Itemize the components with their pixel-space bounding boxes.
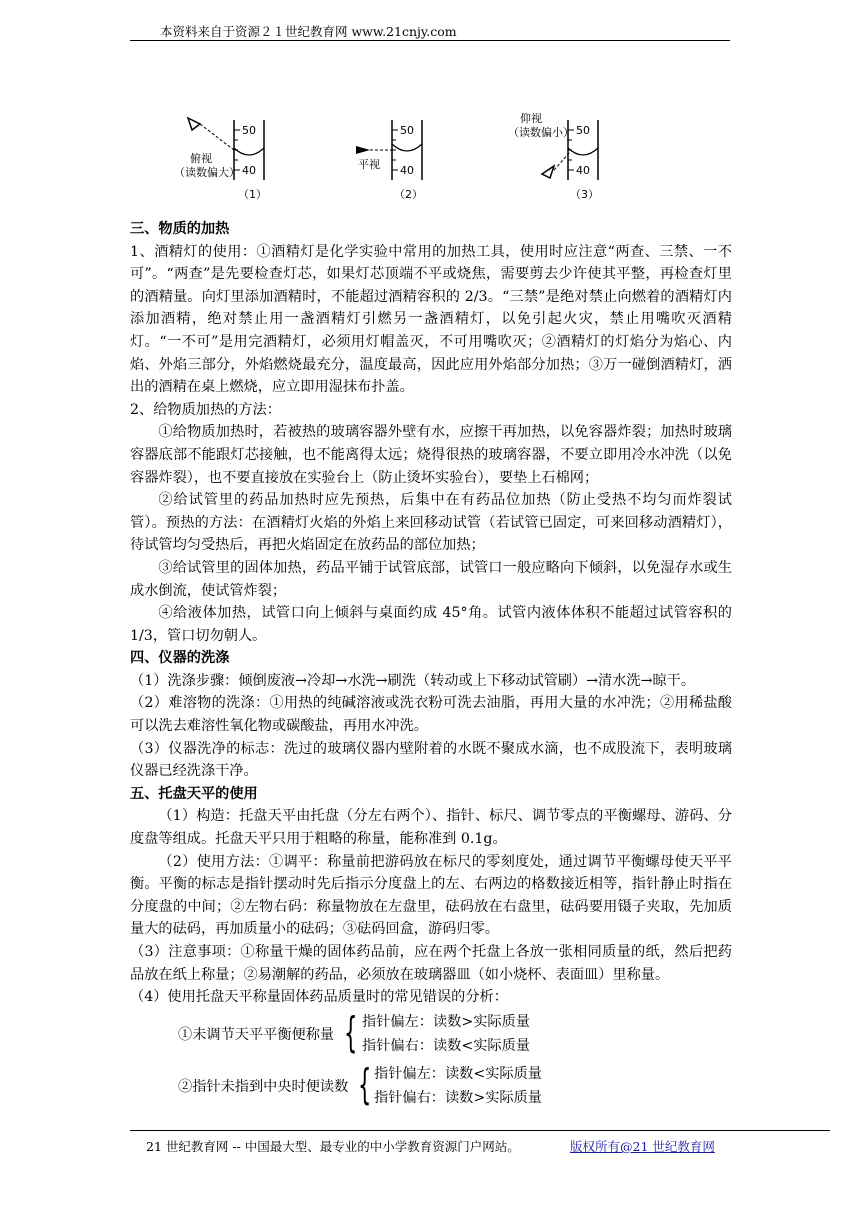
- meniscus: [234, 148, 264, 155]
- paragraph-alcohol-lamp: 1、酒精灯的使用：①酒精灯是化学实验中常用的加热工具，使用时应注意“两查、三禁、一不可”。“两查”是先要检查灯芯，如果灯芯顶端不平或烧焦，需要剪去少许使其平整，再检查灯里的酒精量。向灯里添加酒精时，不能超过酒精容积的 2/3。“三禁”是绝对禁止向燃着的酒精灯内添加酒精，绝对禁止用一盏酒精灯引燃另一盏酒精灯，以免引起火灾，禁止用嘴吹灭酒精灯。“一不可”是用完酒精灯，必须用灯帽盖灭，不可用嘴吹灭；②酒精灯的灯焰分为焰心、内焰、外焰三部分，外焰燃烧最充分，温度最高，因此应用外焰部分加热；③万一碰倒酒精灯，洒出的酒精在桌上燃烧，应立即用湿抹布扑盖。: [130, 243, 732, 396]
- brace-icon: {: [358, 1059, 372, 1109]
- copyright-link[interactable]: 版权所有@21 世纪教育网: [570, 1139, 715, 1154]
- paragraph-heating-2: ②给试管里的药品加热时应先预热，后集中在有药品位加热（防止受热不均匀而炸裂试管）。预热的方法：在酒精灯火焰的外焰上来回移动试管（若试管已固定，可来回移动酒精灯），待试管均匀受热后，再把火焰固定在放药品的部位加热；: [130, 492, 732, 554]
- section-heading-washing: 四、仪器的洗涤: [130, 650, 230, 667]
- page-header: 本资料来自于资源２１世纪教育网 www.21cnjy.com: [160, 24, 457, 39]
- paragraph-balance-usage: （2）使用方法：①调平：称量前把游码放在标尺的零刻度处，通过调节平衡螺母使天平平衡。平衡的标志是指针摆动时先后指示分度盘上的左、右两边的格数接近相等，指针静止时指在分度盘的中间；②左物右码：称量物放在左盘里，砝码放在右盘里，砝码要用镊子夹取，先加质量大的砝码，再加质量小的砝码；③砝码回盒，游码归零。: [130, 853, 732, 938]
- paragraph-washing-steps: （1）洗涤步骤：倾倒废液→冷却→水洗→刷洗（转动或上下移动试管刷）→清水洗→晾干。: [130, 672, 696, 689]
- eye-icon: [188, 118, 200, 130]
- footer-rule: [130, 1130, 830, 1131]
- scale-top-label: 50: [242, 124, 256, 137]
- error-line: 指针偏右：读数>实际质量: [374, 1089, 542, 1106]
- brace-icon: {: [344, 1007, 358, 1057]
- footer-text: 21 世纪教育网 -- 中国最大型、最专业的中小学教育资源门户网站。: [146, 1139, 520, 1154]
- section-heading-balance: 五、托盘天平的使用: [130, 785, 258, 802]
- meniscus: [392, 144, 422, 151]
- section-heading-heating: 三、物质的加热: [130, 221, 230, 237]
- view-label: 仰视: [520, 112, 542, 125]
- error-case-1: [130, 1007, 732, 1059]
- scale-bottom-label: 40: [576, 164, 590, 177]
- sight-line: [200, 124, 234, 150]
- paragraph-heating-4: ④给液体加热，试管口向上倾斜与桌面约成 45°角。试管内液体体积不能超过试管容积的 1/3，管口切勿朝人。: [130, 605, 732, 644]
- view-label: 俯视: [190, 152, 212, 165]
- error-case-label: ①未调节天平平衡便称量: [178, 1026, 335, 1043]
- meniscus: [568, 148, 598, 155]
- figure-1: [174, 118, 267, 201]
- error-line: 指针偏右：读数<实际质量: [362, 1037, 530, 1054]
- error-line: 指针偏左：读数<实际质量: [374, 1065, 542, 1082]
- paragraph-heating-1: ①给物质加热时，若被热的玻璃容器外壁有水，应擦干再加热，以免容器炸裂；加热时玻璃容器底部不能跟灯芯接触，也不能离得太远；烧得很热的玻璃容器，不要立即用冷水冲洗（以免容器炸裂），也不要直接放在实验台上（防止烫坏实验台），要垫上石棉网；: [130, 424, 732, 486]
- main-content: [130, 218, 732, 1111]
- error-case-label: ②指针未指到中央时便读数: [178, 1078, 349, 1095]
- paragraph-washing-insoluble: （2）难溶物的洗涤：①用热的纯碱溶液或洗衣粉可洗去油脂，再用大量的水冲洗；②用稀盐酸可以洗去难溶性氧化物或碳酸盐，再用水冲洗。: [130, 695, 732, 735]
- figure-number: （1）: [238, 188, 267, 201]
- cylinder-reading-figures: [170, 110, 610, 210]
- view-label: 平视: [358, 158, 380, 171]
- view-note: （读数偏大）: [174, 166, 240, 179]
- scale-bottom-label: 40: [242, 164, 256, 177]
- figure-2: [356, 120, 423, 201]
- paragraph-balance-notes: （3）注意事项：①称量干燥的固体药品前，应在两个托盘上各放一张相同质量的纸，然后把药品放在纸上称量；②易潮解的药品，必须放在玻璃器皿（如小烧杯、表面皿）里称量。: [130, 944, 732, 983]
- figure-number: （3）: [570, 188, 599, 201]
- error-case-2: [130, 1059, 732, 1111]
- figure-number: （2）: [394, 188, 423, 201]
- view-note: （读数偏小）: [508, 126, 574, 139]
- paragraph-balance-structure: （1）构造：托盘天平由托盘（分左右两个）、指针、标尺、调节零点的平衡螺母、游码、分度盘等组成。托盘天平只用于粗略的称量，能称准到 0.1g。: [130, 808, 732, 848]
- header-rule: [130, 40, 730, 41]
- eye-icon: [542, 166, 554, 178]
- paragraph-heating-methods-title: 2、给物质加热的方法：: [130, 401, 281, 418]
- scale-top-label: 50: [400, 124, 414, 137]
- paragraph-washing-clean-sign: （3）仪器洗净的标志：洗过的玻璃仪器内壁附着的水既不聚成水滴，也不成股流下，表明玻璃仪器已经洗涤干净。: [130, 740, 732, 780]
- eye-icon: [356, 146, 370, 154]
- error-line: 指针偏左：读数>实际质量: [362, 1013, 530, 1030]
- figure-3: [508, 112, 599, 201]
- paragraph-balance-errors-title: （4）使用托盘天平称量固体药品质量时的常见错误的分析：: [130, 989, 508, 1006]
- paragraph-heating-3: ③给试管里的固体加热，药品平铺于试管底部，试管口一般应略向下倾斜，以免湿存水或生成水倒流，使试管炸裂；: [130, 559, 732, 599]
- scale-bottom-label: 40: [400, 164, 414, 177]
- scale-top-label: 50: [576, 124, 590, 137]
- figure-svg: [170, 110, 610, 210]
